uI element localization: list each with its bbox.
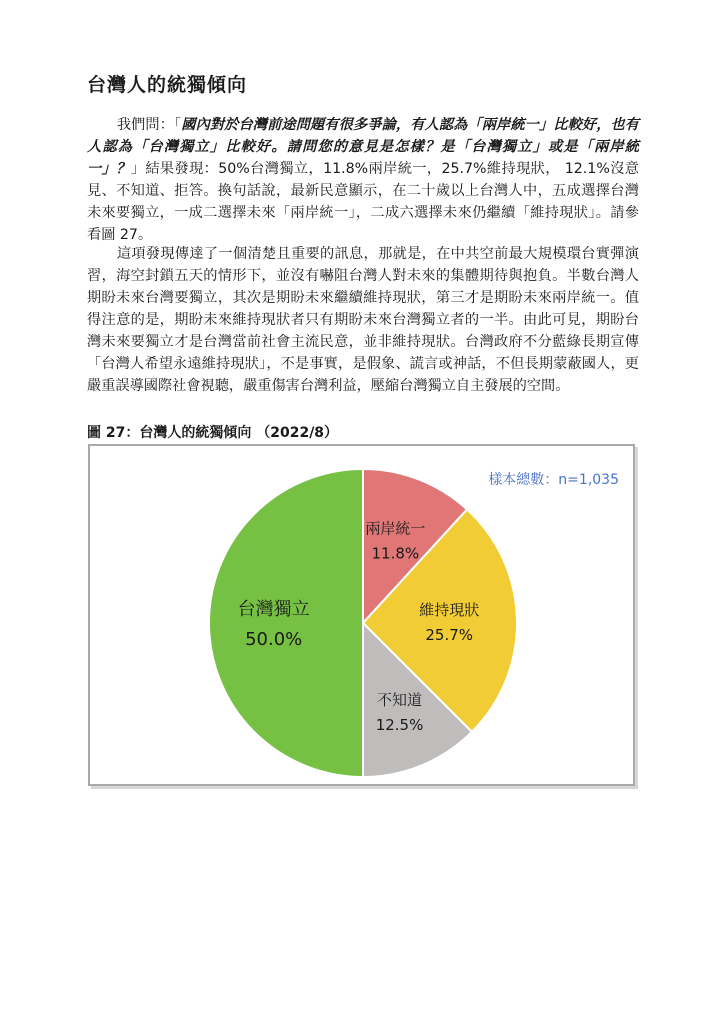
paragraph-1-close: 」 (130, 161, 146, 177)
pie-slice-value-1: 11.8% (371, 544, 420, 563)
paragraph-1-results: 結果發現：50%台灣獨立，11.8%兩岸統一，25.7%維持現狀， 12.1%沒意見、不知道、拒答。換句話說，最新民意顯示，在二十歲以上台灣人中，五成選擇台灣未來要獨立，一成二選擇未來「兩岸統一」，二成六選擇未來仍繼續「維持現狀」。請參看圖 27。 (87, 161, 639, 243)
paragraph-2-text: 這項發現傳達了一個清楚且重要的訊息，那就是，在中共空前最大規模環台實彈演習，海空封鎖五天的情形下，並沒有嚇阻台灣人對未來的集體期待與抱負。半數台灣人期盼未來台灣要獨立，其次是期盼未來繼續維持現狀，第三才是期盼未來兩岸統一。值得注意的是，期盼未來維持現狀者只有期盼未來台灣獨立者的一半。由此可見，期盼台灣未來要獨立才是台灣當前社會主流民意，並非維持現狀。台灣政府不分藍綠長期宣傳「台灣人希望永遠維持現狀」，不是事實，是假象、謊言或神話，不但長期蒙蔽國人，更嚴重誤導國際社會視聽，嚴重傷害台灣利益，壓縮台灣獨立自主發展的空間。 (87, 246, 639, 394)
pie-slice-4 (209, 469, 363, 777)
pie-slice-label-2: 維持現狀 (419, 601, 480, 620)
pie-chart (90, 446, 633, 784)
pie-slice-label-4: 台灣獨立 (237, 599, 310, 620)
pie-slices (209, 469, 517, 777)
figure-caption: 圖 27：台灣人的統獨傾向 （2022/8） (87, 425, 339, 441)
pie-chart-frame (88, 444, 635, 786)
paragraph-2 (87, 243, 639, 397)
sample-size-annotation: 樣本總數：n=1,035 (488, 472, 619, 488)
pie-slice-value-2: 25.7% (425, 626, 474, 645)
paragraph-1 (87, 114, 639, 246)
pie-slice-value-4: 50.0% (245, 629, 303, 650)
pie-slice-label-3: 不知道 (377, 691, 423, 710)
pie-slice-label-1: 兩岸統一 (365, 519, 426, 538)
paragraph-1-lead: 我們問：「 (116, 117, 182, 133)
section-heading: 台灣人的統獨傾向 (87, 74, 248, 96)
survey-question: 國內對於台灣前途問題有很多爭論，有人認為「兩岸統一」比較好，也有人認為「台灣獨立」比較好。請問您的意見是怎樣？是「台灣獨立」或是「兩岸統一」？ (87, 117, 639, 177)
pie-slice-value-3: 12.5% (375, 716, 424, 735)
